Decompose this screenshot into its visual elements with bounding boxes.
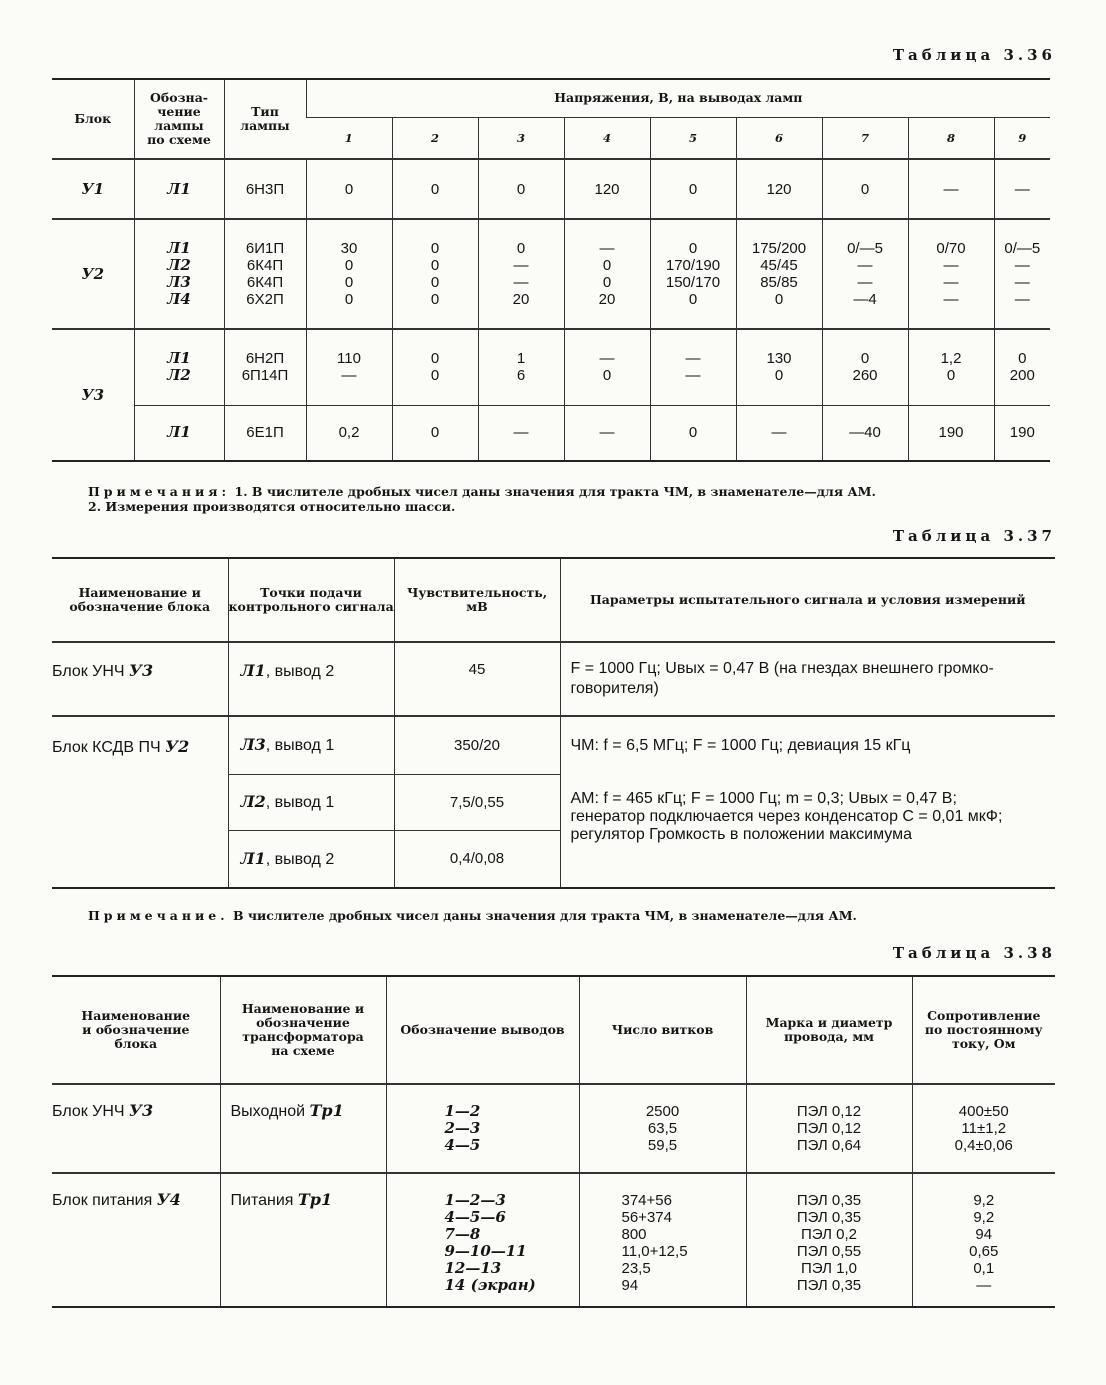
cell-line: 0 [602,257,612,274]
t1-pin-cell [306,159,392,219]
t1-pin-header: 9 [994,117,1050,159]
t1-pin-header: 1 [344,130,353,145]
cell-line: 0 [688,180,698,198]
cell-line: 400±50 [958,1103,1009,1120]
cell-line: 0 [516,180,526,198]
cell-line: 1—2—3 [444,1191,506,1209]
t1-pin-cell [478,405,564,461]
t1-lamp-cell [134,159,224,219]
cell-line: ПЭЛ 0,35 [796,1192,862,1209]
cell-line: 0 [430,291,440,308]
t1-pin-cell [564,219,650,329]
note-2: 2. Измерения производятся относительно шасси. [88,499,456,514]
t1-pin-cell [650,329,736,405]
t2-sens-cell: 350/20 [394,716,560,774]
t1-pin-cell [478,159,564,219]
t2-header-name: Наименование и обозначение блока [69,585,211,614]
t1-pin-cell [306,329,392,405]
t1-lamp-cell [134,219,224,329]
t1-pin-cell [994,159,1050,219]
cell-line: ПЭЛ 0,35 [796,1209,862,1226]
cell-line: ПЭЛ 0,55 [796,1243,862,1260]
t1-pin-cell [564,159,650,219]
cell-line: 2—3 [444,1119,481,1137]
t1-pin-cell [736,159,822,219]
cell-line: 0 [1018,350,1027,368]
table2-caption: Таблица 3.37 [892,527,1056,545]
cell-line: 0 [774,367,784,385]
table-row [52,159,1050,219]
cell-line: 6К4П [246,274,284,291]
t1-lamp-cell [134,405,224,461]
t1-pin-cell [650,405,736,461]
cell-line: 0 [430,367,440,385]
cell-line: 23,5 [621,1260,651,1277]
cell-line: 0 [860,350,870,368]
t3-header-turns: Число витков [579,976,746,1084]
cell-line: 0 [516,240,526,257]
cell-line: 150/170 [665,274,721,291]
cell-line: 0,1 [973,1260,995,1277]
t2-header-sensitivity: Чувствительность, мВ [394,558,560,642]
cell-line: Л2 [167,256,191,274]
cell-line: 12—13 [444,1259,502,1277]
cell-line: 6К4П [246,257,284,274]
cell-line: 56+374 [621,1209,672,1226]
t1-header-block: Блок [74,111,112,126]
cell-line: 0 [430,274,440,291]
cell-line: 94 [621,1277,639,1294]
t2-header-points: Точки подачи контрольного сигнала [228,558,394,642]
cell-line: ПЭЛ 0,12 [796,1103,862,1120]
cell-line: 0 [860,180,870,198]
t3-transformer-cell: Выходной Тр1 [220,1084,386,1173]
t1-block-cell: У2 [52,219,134,329]
cell-line: 0,65 [969,1243,999,1260]
cell-line: — [943,257,959,274]
t2-sens-cell: 45 [394,642,560,716]
cell-line: Л1 [167,349,191,368]
t1-pin-cell [994,329,1050,405]
t3-leads-cell [386,1173,579,1307]
cell-line: 0 [344,180,354,198]
cell-line: — [1014,291,1030,308]
t3-header-leads: Обозначение выводов [386,976,579,1084]
cell-line: — [1014,257,1030,274]
cell-line: — [771,424,787,442]
cell-line: — [857,257,873,274]
t1-type-cell [224,159,306,219]
t1-pin-cell [306,405,392,461]
t1-pin-cell [306,219,392,329]
cell-line: 0 [602,367,612,385]
cell-line: — [599,240,615,257]
cell-line: 6 [516,367,526,385]
cell-line: 374+56 [621,1192,672,1209]
cell-line: Л4 [167,290,191,308]
table1-caption: Таблица 3.36 [892,46,1056,64]
cell-line: 0 [344,291,354,308]
t1-pin-header: 8 [908,117,994,159]
cell-line: 800 [621,1226,647,1243]
t3-resistance-cell [912,1084,1055,1173]
t3-header-block: Наименование и обозначение блока [81,1008,191,1051]
t1-pin-cell [994,219,1050,329]
t1-pin-cell [822,405,908,461]
cell-line: ПЭЛ 0,64 [796,1137,862,1154]
t2-block-cell: Блок КСДВ ПЧ У2 [52,716,228,888]
cell-line: — [599,350,615,368]
cell-line: ПЭЛ 0,35 [796,1277,862,1294]
cell-line: — [513,274,529,291]
cell-line: 6П14П [241,367,289,385]
table-row [52,329,1050,405]
table3-caption: Таблица 3.38 [892,944,1056,962]
cell-line: 0 [344,257,354,274]
t1-pin-header: 2 [392,117,478,159]
cell-line: 190 [938,424,964,442]
t1-pin-cell [908,219,994,329]
cell-line: — [1014,180,1030,198]
t2-sens-cell: 0,4/0,08 [394,830,560,888]
table-row [52,1173,1055,1307]
cell-line: 0 [430,350,440,368]
t1-type-cell [224,329,306,405]
cell-line: 0 [688,240,698,257]
t3-wire-cell [746,1173,912,1307]
t1-pin-header: 3 [478,117,564,159]
t3-block-cell: Блок питания У4 [52,1173,220,1307]
cell-line: 85/85 [760,274,798,291]
t1-header-voltages: Напряжения, В, на выводах ламп [306,79,1050,117]
cell-line: 260 [852,367,878,385]
t1-pin-cell [650,159,736,219]
table2 [52,557,1055,889]
cell-line: — [685,367,701,385]
cell-line: 4—5 [444,1136,481,1154]
t3-turns-cell [579,1173,746,1307]
t1-pin-cell [736,329,822,405]
cell-line: —40 [849,424,881,442]
t2-point-cell: Л1, вывод 2 [228,642,394,716]
cell-line: 9—10—11 [444,1242,527,1260]
cell-line: 0 [774,291,784,308]
cell-line: —4 [853,291,877,308]
cell-line: 6И1П [245,240,285,257]
t1-pin-header: 7 [822,117,908,159]
cell-line: 94 [975,1226,993,1243]
t1-pin-cell [994,405,1050,461]
cell-line: 0 [602,274,612,291]
cell-line: 120 [594,180,620,198]
cell-line: 59,5 [647,1137,678,1154]
t1-pin-cell [822,159,908,219]
t1-pin-cell [650,219,736,329]
cell-line: 190 [1009,424,1035,442]
t1-pin-cell [564,405,650,461]
t1-pin-cell [392,329,478,405]
t1-pin-cell [908,405,994,461]
cell-line: ПЭЛ 0,2 [801,1226,857,1243]
cell-line: Л2 [167,366,191,385]
t3-leads-cell [386,1084,579,1173]
t1-pin-cell [822,329,908,405]
cell-line: 200 [1009,367,1035,385]
cell-line: 20 [512,291,530,308]
cell-line: — [513,257,529,274]
cell-line: 0/70 [936,240,966,257]
cell-line: 30 [340,240,358,257]
table1-notes [88,484,876,514]
t3-wire-cell [746,1084,912,1173]
table1 [52,78,1050,462]
cell-line: 0 [688,291,698,308]
t2-params-am-cell: АМ: f = 465 кГц; F = 1000 Гц; m = 0,3; Uвых = 0,47 В; генератор подключается через конденсатор C = 0,01 мкФ; регулятор Громкость в положении максимума [560,774,1055,888]
t2-point-cell: Л1, вывод 2 [228,830,394,888]
t2-block-cell: Блок УНЧ У3 [52,642,228,716]
notes-label: Примечания: [88,484,231,499]
t1-pin-header: 6 [736,117,822,159]
t1-pin-cell [478,219,564,329]
t1-type-cell [224,405,306,461]
t1-pin-cell [392,219,478,329]
cell-line: — [976,1277,992,1294]
cell-line: 6Е1П [246,424,284,442]
cell-line: Л3 [167,273,191,291]
t1-pin-cell [908,329,994,405]
cell-line: 0 [688,424,698,442]
cell-line: — [341,367,357,385]
cell-line: 0 [344,274,354,291]
cell-line: ПЭЛ 1,0 [801,1260,857,1277]
t1-pin-cell [736,219,822,329]
t2-sens-cell: 7,5/0,55 [394,774,560,830]
table-row [52,1084,1055,1173]
cell-line: 11±1,2 [961,1120,1007,1137]
cell-line: 63,5 [647,1120,678,1137]
t3-block-cell: Блок УНЧ У3 [52,1084,220,1173]
cell-line: — [943,274,959,291]
cell-line: 45/45 [760,257,798,274]
cell-line: Л1 [167,179,191,198]
cell-line: 9,2 [973,1192,995,1209]
table-row [52,716,1055,774]
cell-line: ПЭЛ 0,12 [796,1120,862,1137]
cell-line: 2500 [645,1103,680,1120]
t2-point-cell: Л2, вывод 1 [228,774,394,830]
cell-line: 0/—5 [847,240,883,257]
cell-line: 0 [430,424,440,442]
cell-line: 1—2 [444,1102,481,1120]
cell-line: — [857,274,873,291]
table2-note: Примечание. В числителе дробных чисел даны значения для тракта ЧМ, в знаменателе—для АМ. [88,908,857,923]
note-1: 1. В числителе дробных чисел даны значения для тракта ЧМ, в знаменателе—для АМ. [234,484,876,499]
cell-line: 20 [598,291,616,308]
table3 [52,975,1055,1308]
cell-line: 1 [516,350,526,368]
cell-line: 6Н3П [245,180,285,198]
t1-pin-cell [736,405,822,461]
t3-header-transformer: Наименование и обозначение трансформатора на схеме [220,976,386,1084]
cell-line: 0 [430,240,440,257]
t1-pin-cell [908,159,994,219]
cell-line: — [685,350,701,368]
cell-line: 9,2 [973,1209,995,1226]
cell-line: 14 (экран) [444,1276,536,1294]
t3-resistance-cell [912,1173,1055,1307]
cell-line: 6Х2П [246,291,284,308]
t1-pin-cell [392,405,478,461]
t1-type-cell [224,219,306,329]
t2-point-cell: Л3, вывод 1 [228,716,394,774]
cell-line: 0 [430,257,440,274]
cell-line: — [599,424,615,442]
t3-header-wire: Марка и диаметр провода, мм [746,976,912,1084]
t1-header-designation: Обозна- чение лампы по схеме [134,79,224,159]
cell-line: 120 [766,180,792,198]
table-row [52,405,1050,461]
cell-line: 175/200 [751,240,807,257]
cell-line: 1,2 [940,350,962,368]
cell-line: — [943,180,959,198]
t2-header-params: Параметры испытательного сигнала и условия измерений [560,558,1055,642]
t1-block-cell: У3 [52,329,134,461]
t1-lamp-cell [134,329,224,405]
cell-line: 6Н2П [245,350,285,368]
cell-line: 4—5—6 [444,1208,506,1226]
t1-pin-cell [478,329,564,405]
cell-line: 0 [946,367,956,385]
cell-line: 130 [766,350,792,368]
cell-line: 0,2 [338,424,360,442]
cell-line: — [513,424,529,442]
cell-line: 0/—5 [1004,240,1041,257]
cell-line: 110 [337,350,361,368]
t3-turns-cell [579,1084,746,1173]
cell-line: 0,4±0,06 [954,1137,1013,1154]
table-row [52,219,1050,329]
t1-header-type: Тип лампы [224,79,306,159]
table-row [52,642,1055,716]
t1-pin-cell [822,219,908,329]
cell-line: 0 [430,180,440,198]
cell-line: — [1014,274,1030,291]
t1-pin-cell [392,159,478,219]
t2-params-fm-cell: ЧМ: f = 6,5 МГц; F = 1000 Гц; девиация 15 кГц [560,716,1055,774]
t1-pin-header: 4 [564,117,650,159]
cell-line: Л1 [167,239,191,257]
t2-params-cell: F = 1000 Гц; Uвых = 0,47 В (на гнездах внешнего громко- говорителя) [560,642,1055,716]
t1-pin-header: 5 [650,117,736,159]
cell-line: — [943,291,959,308]
t1-pin-cell [564,329,650,405]
cell-line: 170/190 [665,257,721,274]
cell-line: 11,0+12,5 [621,1243,688,1260]
cell-line: Л1 [167,423,191,442]
t3-transformer-cell: Питания Тр1 [220,1173,386,1307]
t1-block-cell: У1 [52,159,134,219]
t3-header-resistance: Сопротивление по постоянному току, Ом [912,976,1055,1084]
cell-line: 7—8 [444,1225,481,1243]
